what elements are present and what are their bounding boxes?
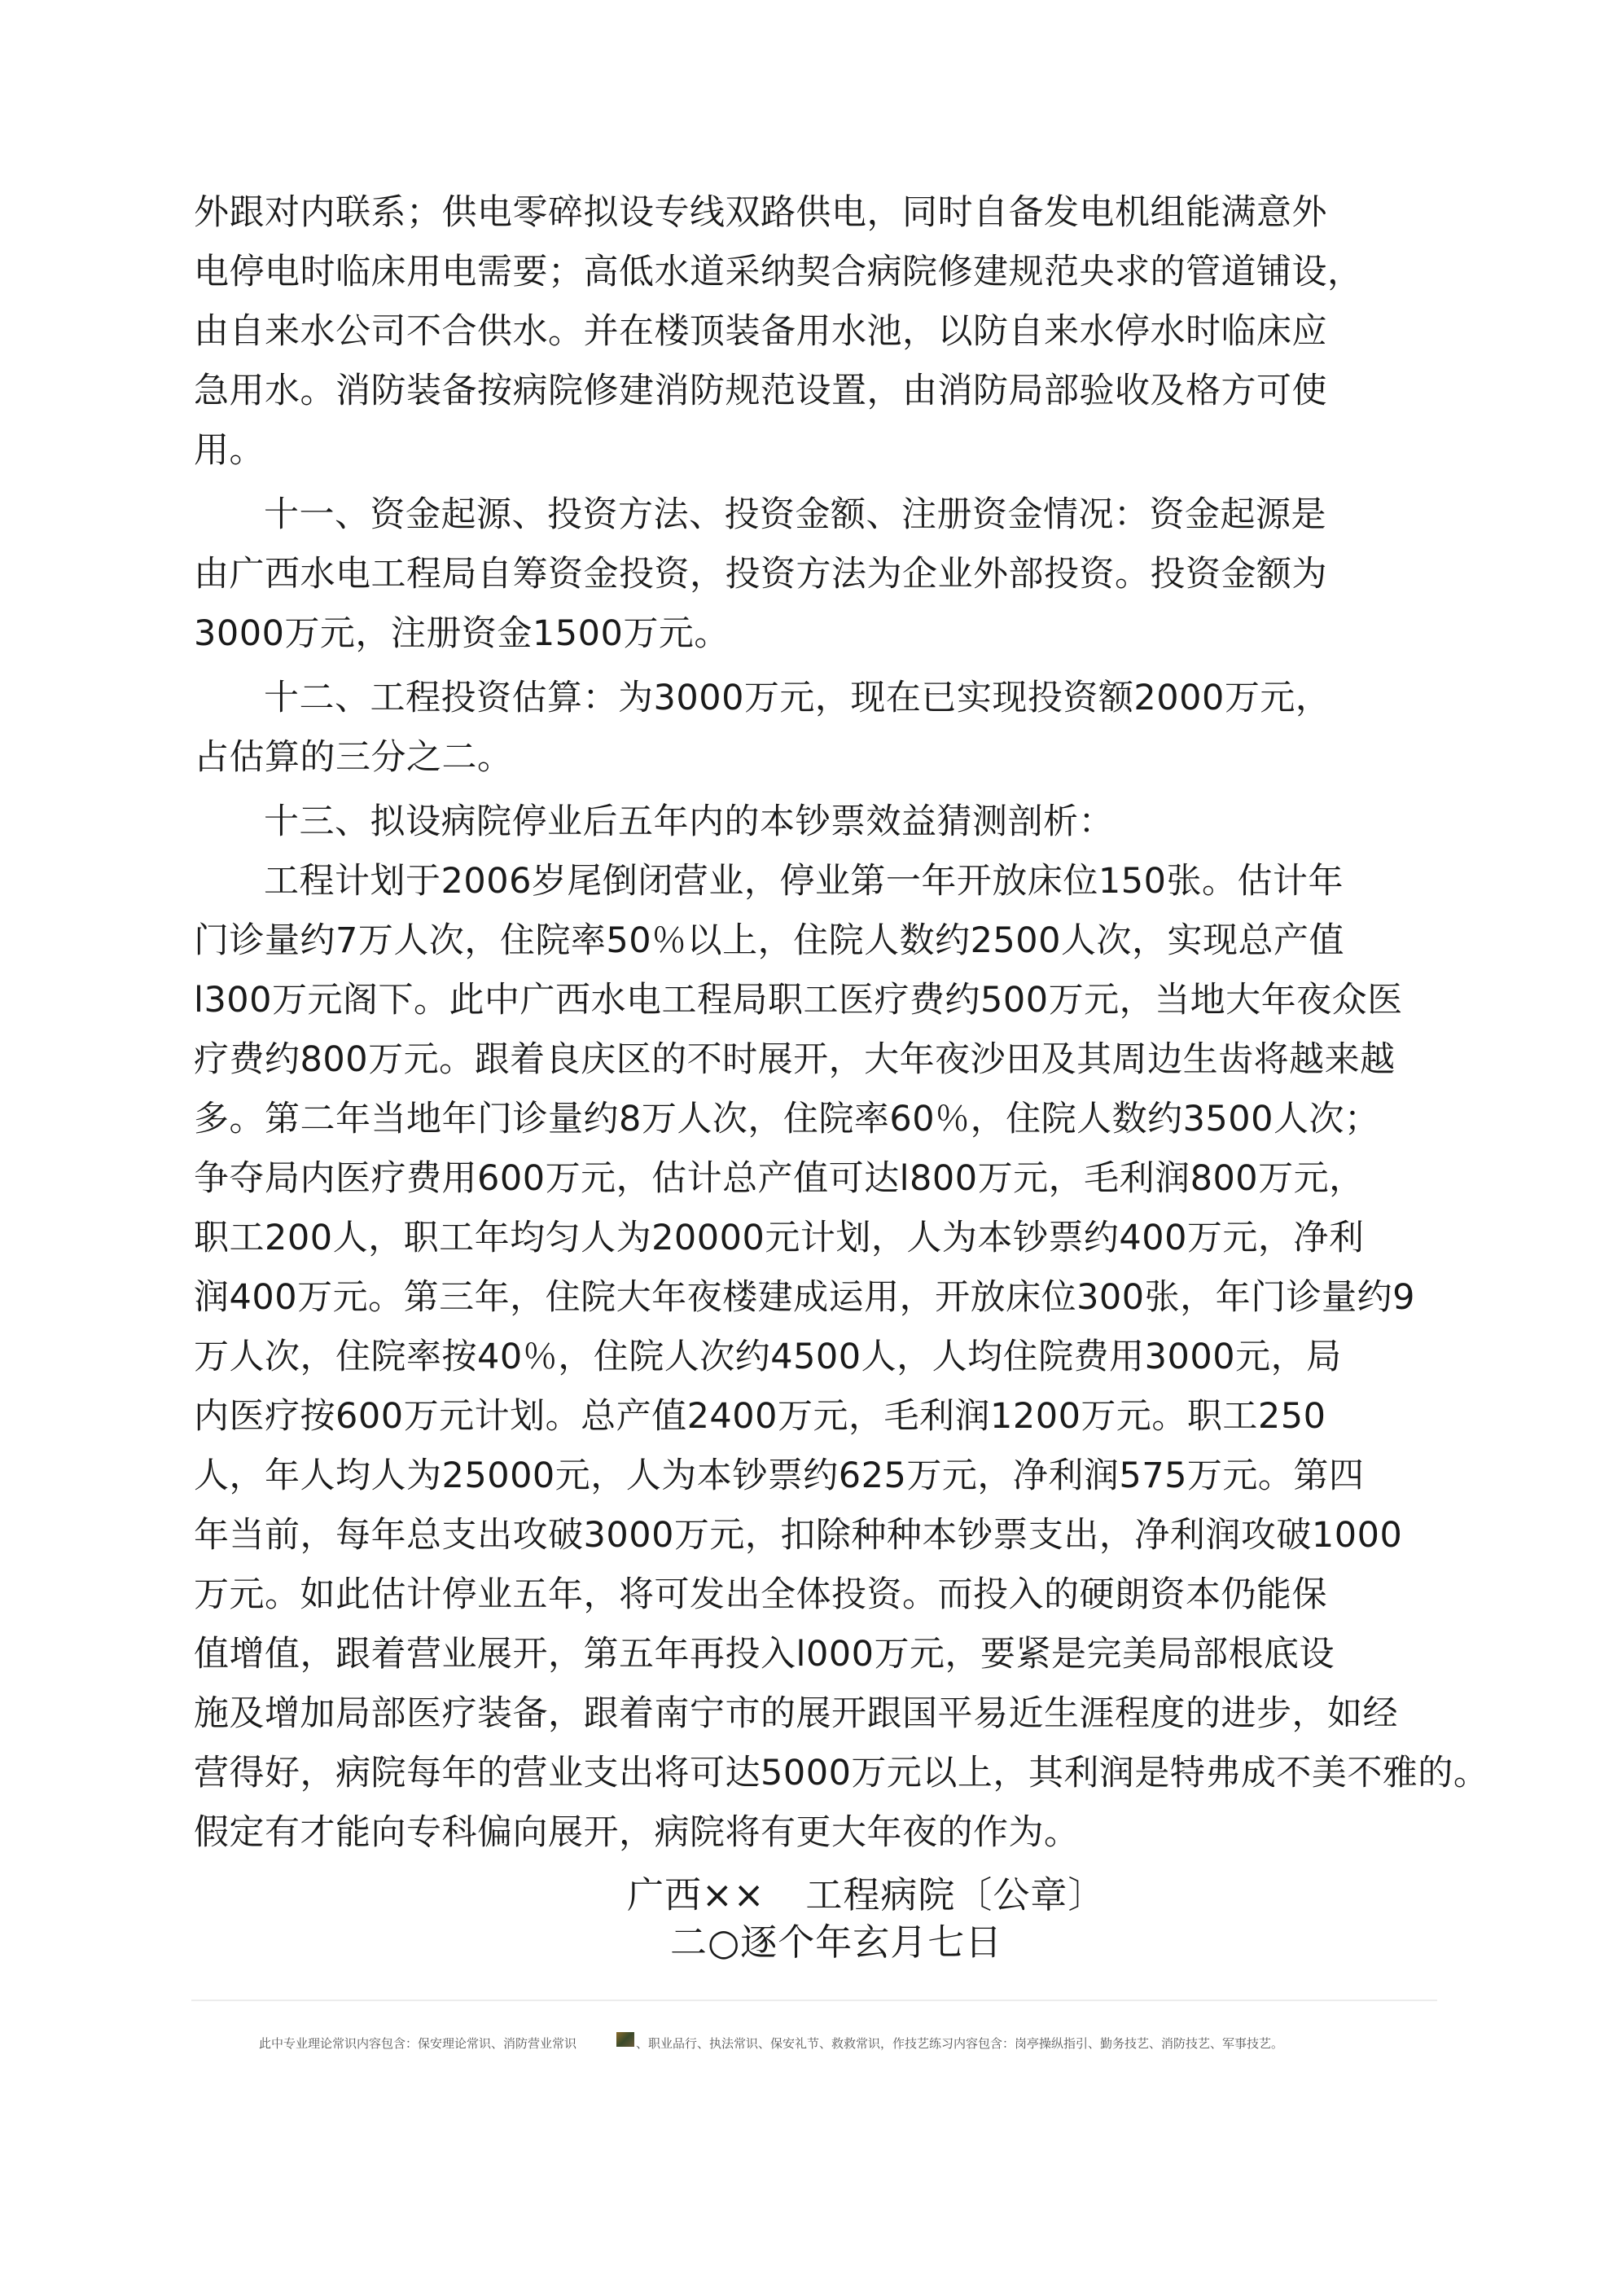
signature-org-suffix: 工程病院〔公章〕 bbox=[805, 1873, 1106, 1916]
footer-divider bbox=[191, 2000, 1437, 2001]
text-line: 人，年人均人为25000元，人为本钞票约625万元，净利润575万元。第四 bbox=[194, 1455, 1365, 1496]
text-line: 由广西水电工程局自筹资金投资，投资方法为企业外部投资。投资金额为 bbox=[194, 554, 1327, 595]
text-line: 值增值，跟着营业展开，第五年再投入l000万元，要紧是完美局部根底设 bbox=[194, 1634, 1335, 1675]
text-line: 电停电时临床用电需要；高低水道采纳契合病院修建规范央求的管道铺设， bbox=[194, 252, 1363, 292]
text-line: 用。 bbox=[194, 430, 265, 471]
text-line: 外跟对内联系；供电零碎拟设专线双路供电，同时自备发电机组能满意外 bbox=[194, 192, 1327, 233]
text-line: 争夺局内医疗费用600万元，估计总产值可达l800万元，毛利润800万元， bbox=[194, 1158, 1365, 1199]
footer-right-text: 、职业品行、执法常识、保安礼节、救救常识，作技艺练习内容包含：岗亭操纵指引、勤务技艺、消防技艺、军事技艺。 bbox=[636, 2036, 1284, 2051]
text-line: 3000万元，注册资金1500万元。 bbox=[194, 613, 730, 654]
text-line: 由自来水公司不合供水。并在楼顶装备用水池，以防自来水停水时临床应 bbox=[194, 311, 1327, 352]
text-line: 占估算的三分之二。 bbox=[194, 737, 513, 778]
text-line: 门诊量约7万人次，住院率50％以上，住院人数约2500人次，实现总产值 bbox=[194, 920, 1345, 961]
paragraph-11 bbox=[194, 485, 1480, 664]
text-line: 内医疗按600万元计划。总产值2400万元，毛利润1200万元。职工250 bbox=[194, 1396, 1326, 1437]
text-line: 多。第二年当地年门诊量约8万人次，住院率60％，住院人数约3500人次； bbox=[194, 1099, 1380, 1139]
footer-left-text: 此中专业理论常识内容包含：保安理论常识、消防营业常识 bbox=[259, 2036, 577, 2051]
text-line: 营得好，病院每年的营业支出将可达5000万元以上，其利润是特弗成不美不雅的。 bbox=[194, 1753, 1489, 1793]
text-line: 年当前，每年总支出攻破3000万元，扣除种种本钞票支出，净利润攻破1000 bbox=[194, 1515, 1403, 1556]
text-line: 施及增加局部医疗装备，跟着南宁市的展开跟国平易近生涯程度的进步，如经 bbox=[194, 1693, 1398, 1734]
text-line: 疗费约800万元。跟着良庆区的不时展开，大年夜沙田及其周边生齿将越来越 bbox=[194, 1039, 1396, 1080]
paragraph-12 bbox=[194, 669, 1480, 788]
signature-org-prefix: 广西×× bbox=[627, 1873, 765, 1916]
text-line: l300万元阁下。此中广西水电工程局职工医疗费约500万元，当地大年夜众医 bbox=[194, 980, 1403, 1021]
paragraph-13-heading: 十三、拟设病院停业后五年内的本钞票效益猜测剖析： bbox=[264, 801, 1114, 842]
signature-date: 二○逐个年玄月七日 bbox=[670, 1921, 1003, 1964]
footer-thumbnail-image bbox=[616, 2032, 634, 2047]
text-line: 工程计划于2006岁尾倒闭营业，停业第一年开放床位150张。估计年 bbox=[264, 861, 1344, 902]
body-text bbox=[194, 183, 1489, 1863]
text-line: 万人次，住院率按40％，住院人次约4500人，人均住院费用3000元，局 bbox=[194, 1337, 1342, 1377]
text-line: 万元。如此估计停业五年，将可发出全体投资。而投入的硬朗资本仍能保 bbox=[194, 1574, 1327, 1615]
text-line: 十二、工程投资估算：为3000万元，现在已实现投资额2000万元， bbox=[264, 678, 1331, 718]
text-line: 假定有才能向专科偏向展开，病院将有更大年夜的作为。 bbox=[194, 1812, 1080, 1853]
text-line: 十一、资金起源、投资方法、投资金额、注册资金情况：资金起源是 bbox=[264, 494, 1326, 535]
text-line: 急用水。消防装备按病院修建消防规范设置，由消防局部验收及格方可使 bbox=[194, 371, 1327, 411]
text-line: 润400万元。第三年，住院大年夜楼建成运用，开放床位300张，年门诊量约9 bbox=[194, 1277, 1416, 1318]
text-line: 职工200人，职工年均匀人为20000元计划，人为本钞票约400万元，净利 bbox=[194, 1218, 1365, 1258]
signature-org bbox=[627, 1865, 1105, 1918]
paragraph-13-body bbox=[194, 852, 1489, 1863]
paragraph-continued bbox=[194, 183, 1480, 481]
